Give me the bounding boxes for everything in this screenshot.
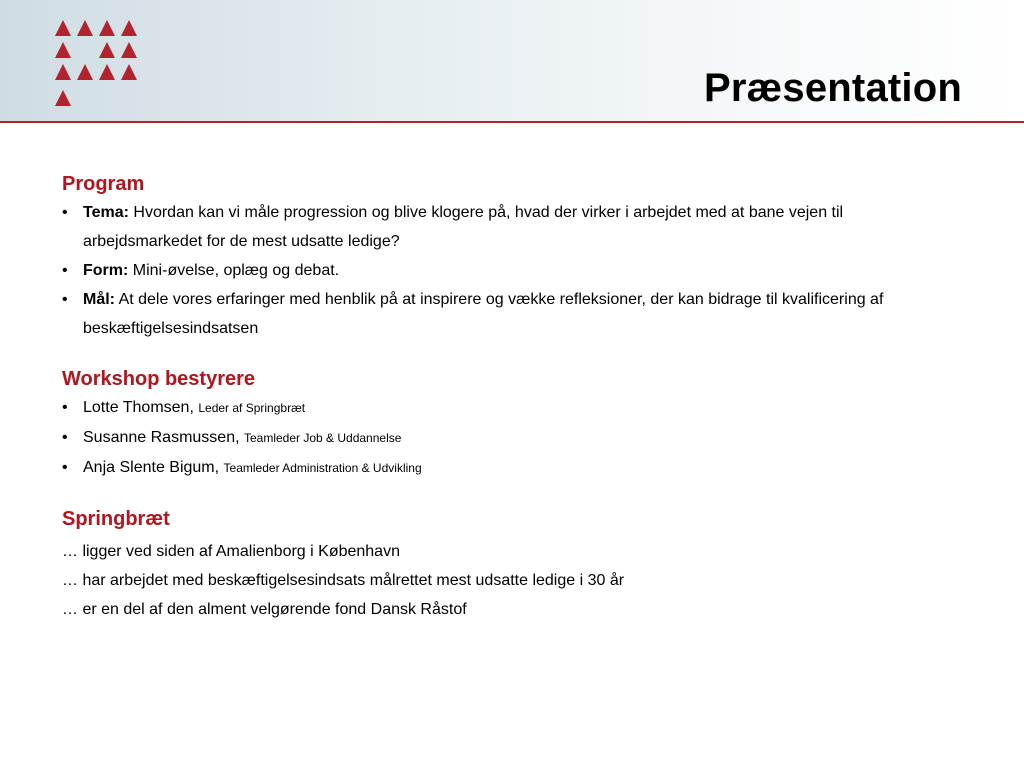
logo-triangle (99, 20, 115, 36)
program-item-text: At dele vores erfaringer med henblik på at inspirere og vække refleksioner, der kan bidrage til kvalificering af beskæftigelsesindsatsen (83, 291, 884, 337)
logo-triangle (55, 42, 71, 58)
springbraet-line: … er en del af den alment velgørende fond Dansk Råstof (62, 601, 467, 618)
triangle-grid-logo (50, 18, 150, 110)
springbraet-line: … har arbejdet med beskæftigelsesindsats målrettet mest udsatte ledige i 30 år (62, 572, 625, 589)
person-role: Teamleder Job & Uddannelse (243, 431, 402, 445)
workshop-person (62, 453, 962, 483)
program-item-text: Hvordan kan vi måle progression og blive klogere på, hvad der virker i arbejdet med at bane vejen til arbejdsmarkedet for de mest udsatte ledige? (83, 204, 844, 250)
workshop-person (62, 393, 962, 423)
header-divider (0, 121, 1024, 123)
springbraet-line: … ligger ved siden af Amalienborg i København (62, 543, 400, 560)
program-heading: Program (62, 173, 145, 195)
logo-triangle (55, 64, 71, 80)
program-item-text: Mini-øvelse, oplæg og debat. (128, 262, 340, 279)
logo-triangle (77, 20, 93, 36)
logo-triangle (121, 64, 137, 80)
program-item-maal (62, 285, 962, 343)
person-name: Susanne Rasmussen, (83, 429, 240, 446)
springbraet-heading: Springbræt (62, 508, 170, 530)
workshop-person (62, 423, 962, 453)
content (62, 170, 962, 624)
logo-triangle (55, 20, 71, 36)
program-item-tema (62, 198, 962, 256)
program-item-label: Form: (83, 262, 129, 279)
person-role: Teamleder Administration & Udvikling (223, 461, 422, 475)
page-title: Præsentation (703, 66, 962, 110)
program-list (62, 198, 962, 343)
logo-triangle (99, 42, 115, 58)
logo-triangle (121, 20, 137, 36)
logo-triangle (77, 64, 93, 80)
program-item-form (62, 256, 962, 285)
logo-triangle (121, 42, 137, 58)
program-item-label: Mål: (83, 291, 115, 308)
workshop-list (62, 393, 962, 483)
springbraet-lines (62, 537, 962, 624)
logo-triangle (99, 64, 115, 80)
workshop-heading: Workshop bestyrere (62, 368, 256, 390)
person-name: Lotte Thomsen, (83, 399, 194, 416)
logo-triangle (55, 90, 71, 106)
person-role: Leder af Springbræt (198, 401, 306, 415)
program-item-label: Tema: (83, 204, 129, 221)
person-name: Anja Slente Bigum, (83, 459, 220, 476)
